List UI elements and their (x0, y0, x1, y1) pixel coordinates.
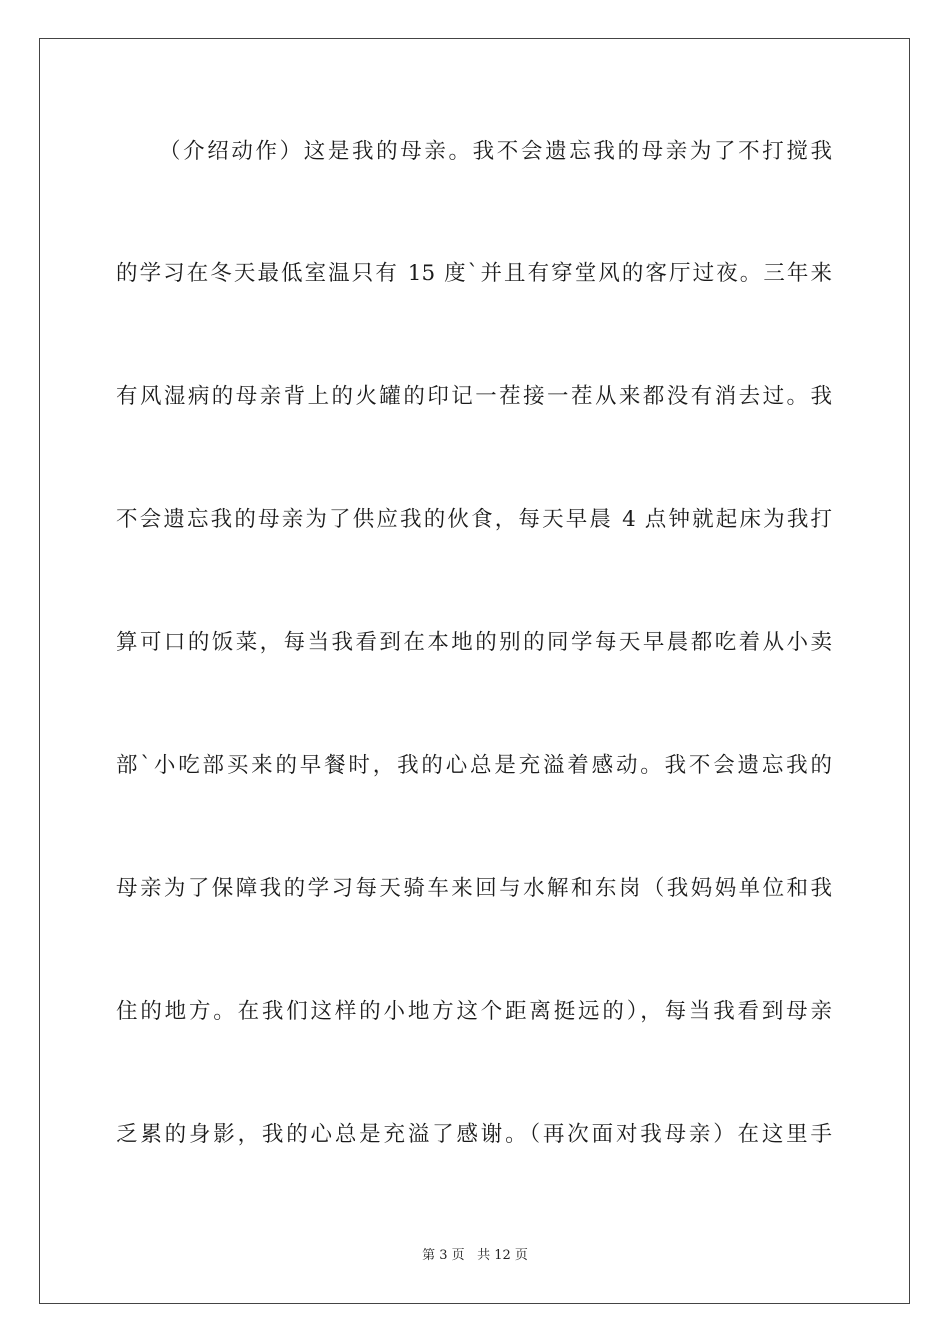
paragraph-line-3: 有风湿病的母亲背上的火罐的印记一茬接一茬从来都没有消去过。我 (116, 384, 832, 409)
page-border (39, 38, 910, 1304)
page-total: 共 12 页 (477, 1248, 528, 1263)
paragraph-line-1: （介绍动作）这是我的母亲。我不会遗忘我的母亲为了不打搅我 (159, 139, 832, 164)
paragraph-line-4: 不会遗忘我的母亲为了供应我的伙食，每天早晨 4 点钟就起床为我打 (116, 507, 832, 532)
paragraph-line-7: 母亲为了保障我的学习每天骑车来回与水解和东岗（我妈妈单位和我 (116, 876, 832, 901)
page-footer (0, 1247, 950, 1265)
paragraph-line-6: 部`小吃部买来的早餐时，我的心总是充溢着感动。我不会遗忘我的 (116, 753, 832, 778)
paragraph-line-2: 的学习在冬天最低室温只有 15 度`并且有穿堂风的客厅过夜。三年来 (116, 261, 832, 286)
paragraph-line-8: 住的地方。在我们这样的小地方这个距离挺远的），每当我看到母亲 (116, 999, 832, 1024)
paragraph-line-5: 算可口的饭菜，每当我看到在本地的别的同学每天早晨都吃着从小卖 (116, 630, 832, 655)
paragraph-line-9: 乏累的身影，我的心总是充溢了感谢。（再次面对我母亲）在这里手 (116, 1122, 832, 1147)
page-number: 第 3 页 (422, 1248, 465, 1263)
